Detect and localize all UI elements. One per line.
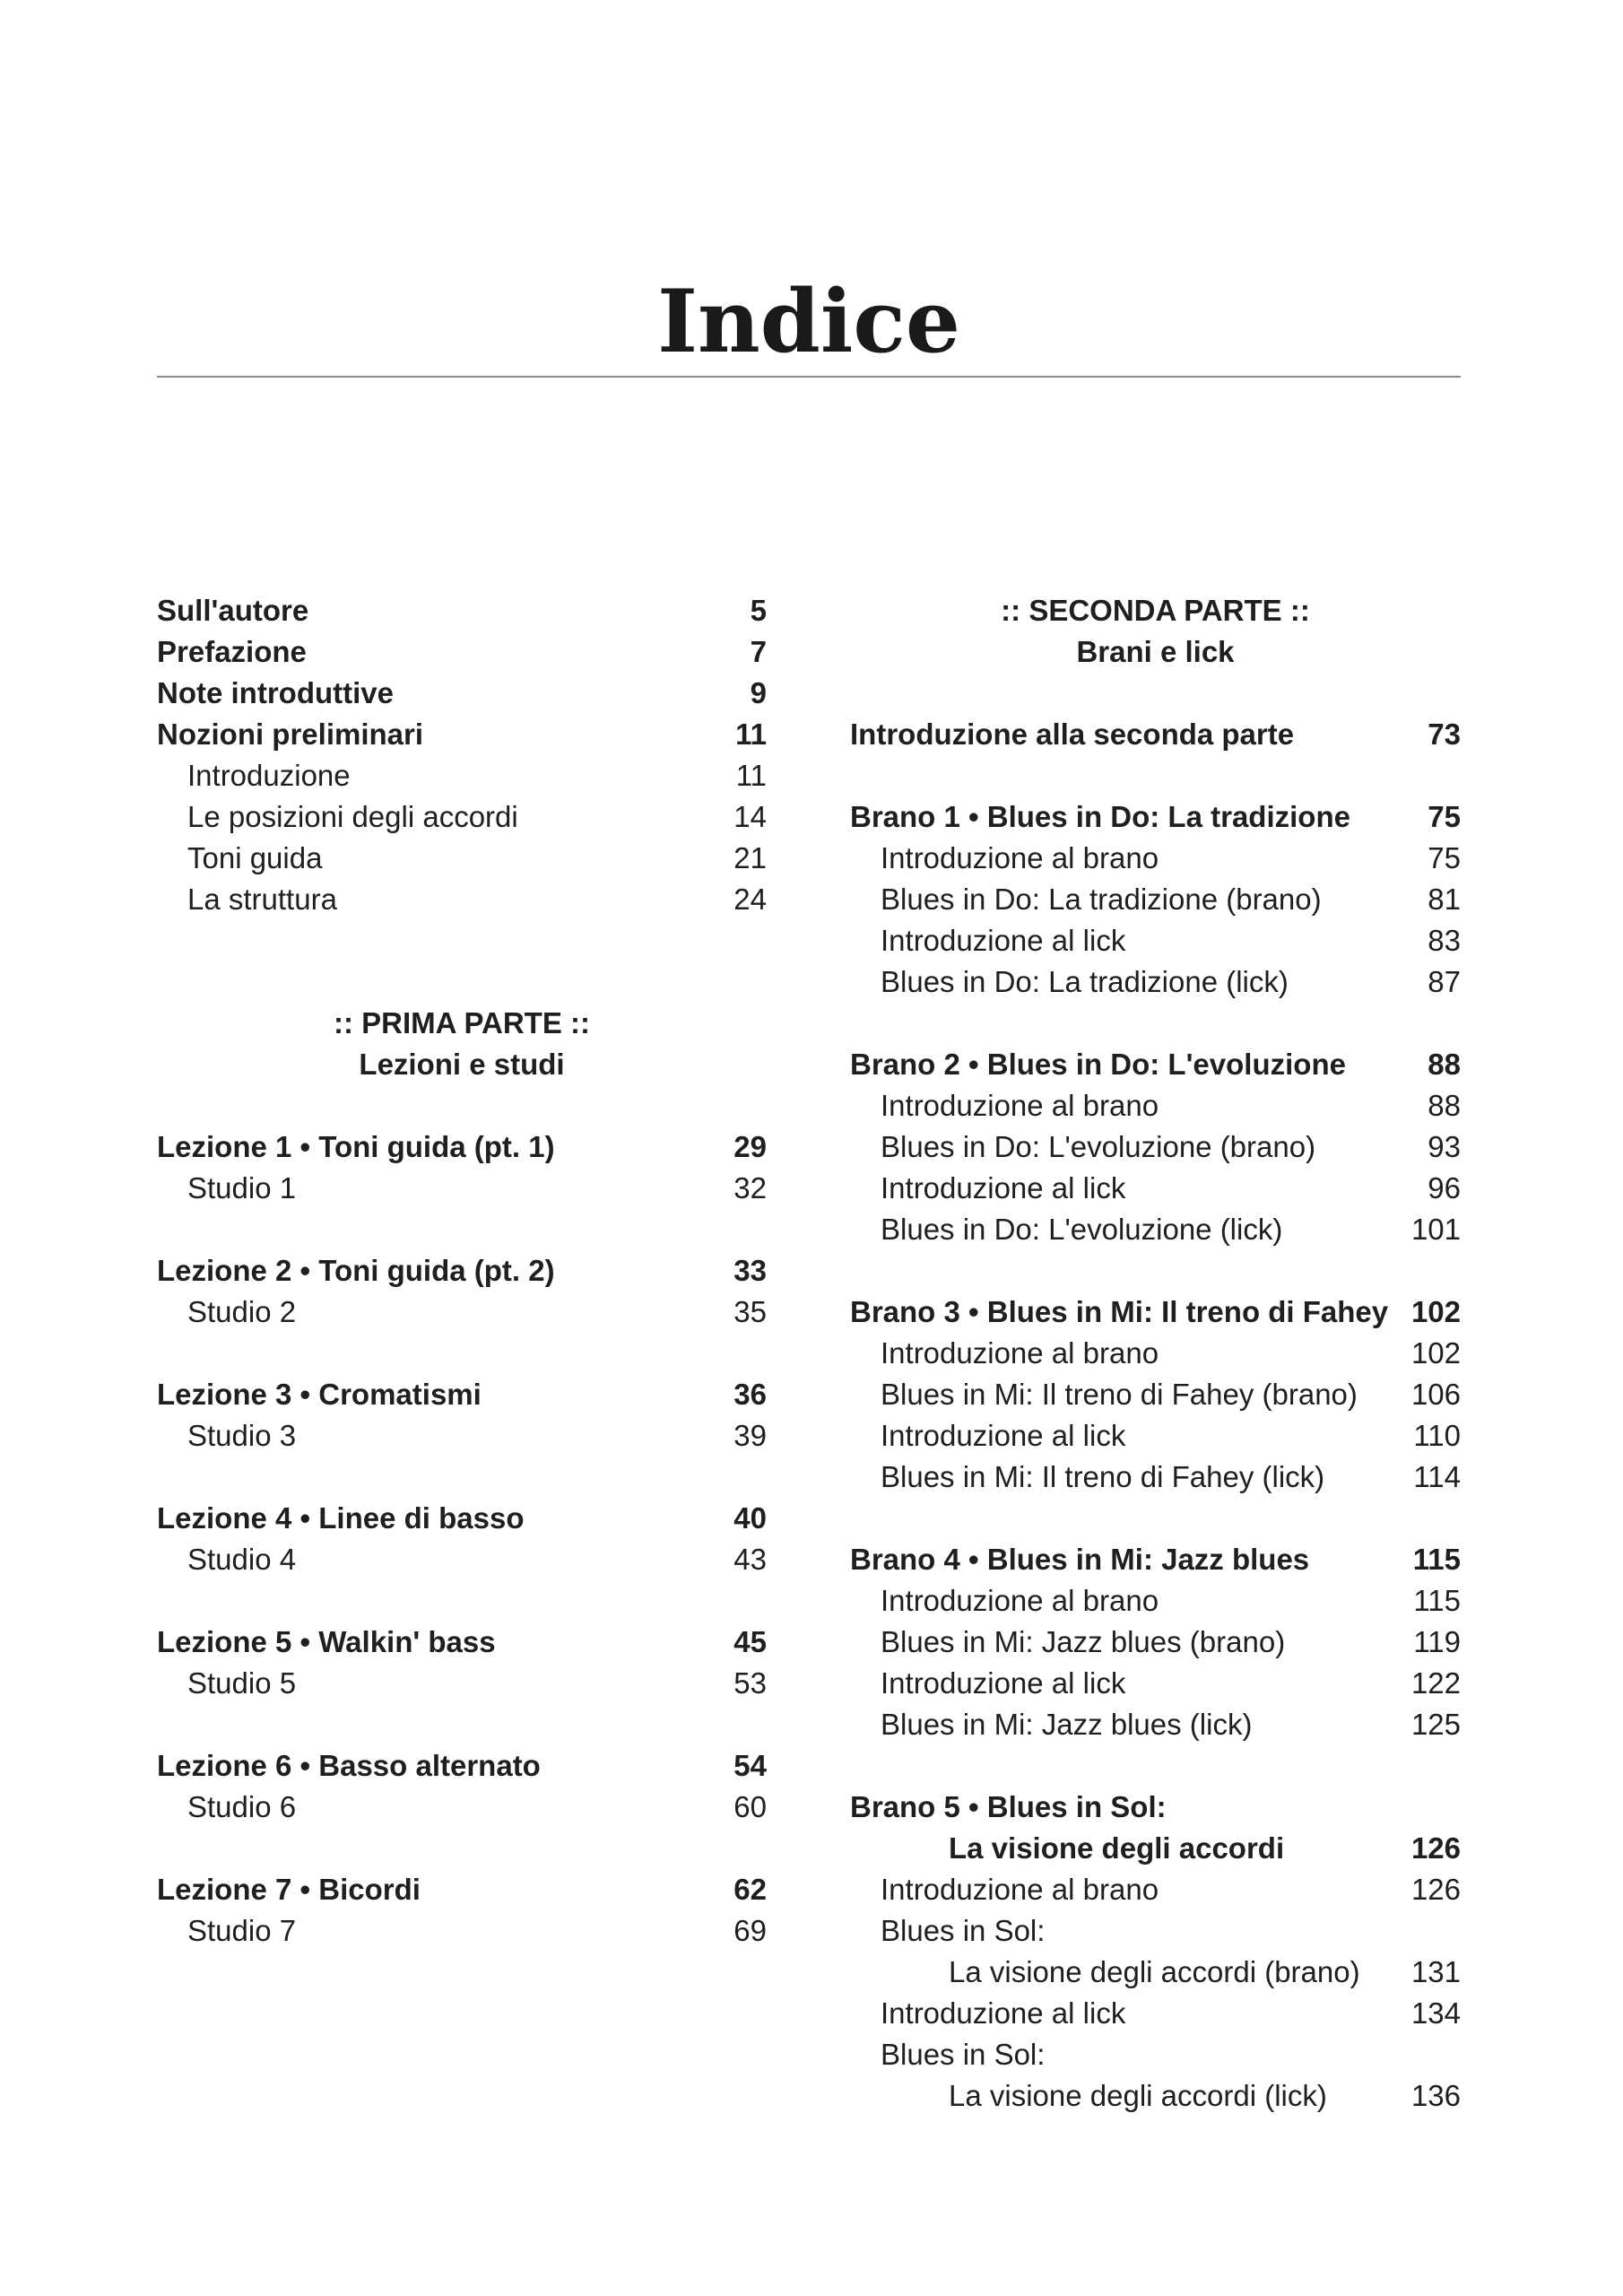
toc-subentry-page: 106 [1410, 1378, 1461, 1411]
toc-lesson-page: 40 [733, 1501, 767, 1535]
toc-entry-label: Nozioni preliminari [157, 718, 424, 751]
toc-subentry-label: Introduzione al brano [881, 1336, 1159, 1370]
toc-subentry[interactable] [850, 1085, 1461, 1126]
toc-subentry[interactable] [850, 920, 1461, 961]
toc-study[interactable] [157, 1663, 767, 1704]
toc-study-page: 60 [733, 1790, 767, 1823]
toc-subentry-label: Blues in Mi: Il treno di Fahey (brano) [881, 1378, 1358, 1411]
toc-lesson-page: 36 [733, 1378, 767, 1411]
toc-lesson-label: Lezione 7 • Bicordi [157, 1873, 421, 1906]
toc-lesson[interactable] [157, 1374, 767, 1415]
toc-subentry[interactable] [850, 1910, 1461, 1952]
toc-subentry-page: 81 [1428, 883, 1461, 916]
toc-subentry-label: Introduzione al brano [881, 1089, 1159, 1122]
spacer [157, 1704, 767, 1745]
toc-entry[interactable] [157, 631, 767, 673]
toc-subentry[interactable] [850, 1993, 1461, 2034]
toc-study-label: Studio 5 [187, 1666, 297, 1700]
toc-subentry-label: Toni guida [187, 841, 323, 874]
toc-subentry-label: Introduzione al brano [881, 841, 1159, 874]
part-one-heading: :: PRIMA PARTE :: [334, 1006, 590, 1039]
toc-subentry[interactable] [850, 1209, 1461, 1250]
spacer [850, 1003, 1461, 1044]
toc-lesson-label: Lezione 1 • Toni guida (pt. 1) [157, 1130, 555, 1163]
toc-subentry[interactable] [850, 1457, 1461, 1498]
toc-subentry[interactable] [850, 1869, 1461, 1910]
toc-brano-label: Brano 5 • Blues in Sol: [850, 1790, 1167, 1823]
toc-lesson[interactable] [157, 1126, 767, 1168]
spacer [850, 1745, 1461, 1787]
part-two-heading: :: SECONDA PARTE :: [1001, 594, 1310, 627]
toc-subentry-page: 114 [1413, 1460, 1461, 1493]
toc-lesson-page: 45 [733, 1625, 767, 1658]
toc-lesson-label: Lezione 2 • Toni guida (pt. 2) [157, 1254, 555, 1287]
toc-study-label: Studio 6 [187, 1790, 297, 1823]
spacer [157, 1580, 767, 1622]
toc-brano-page: 102 [1410, 1295, 1461, 1328]
toc-lesson[interactable] [157, 1745, 767, 1787]
toc-subentry-page: 101 [1410, 1213, 1461, 1246]
toc-subentry[interactable] [157, 838, 767, 879]
toc-entry-label: Note introduttive [157, 676, 394, 709]
toc-subentry[interactable] [850, 1622, 1461, 1663]
toc-subentry-page: 11 [735, 759, 767, 792]
toc-subentry[interactable] [850, 1333, 1461, 1374]
toc-lesson-label: Lezione 3 • Cromatismi [157, 1378, 482, 1411]
toc-subentry[interactable] [850, 2034, 1461, 2075]
toc-left-column [157, 590, 767, 1952]
toc-subentry-label: Introduzione al brano [881, 1584, 1159, 1617]
spacer [850, 1250, 1461, 1292]
toc-subentry-page: 134 [1410, 1996, 1461, 2030]
toc-study-label: Studio 4 [187, 1543, 297, 1576]
toc-brano[interactable] [850, 796, 1461, 838]
toc-subentry-page: 93 [1428, 1130, 1461, 1163]
toc-brano-page: 115 [1412, 1543, 1461, 1576]
toc-lesson[interactable] [157, 1622, 767, 1663]
toc-brano[interactable] [850, 1044, 1461, 1085]
toc-lesson[interactable] [157, 1869, 767, 1910]
toc-subentry[interactable] [157, 796, 767, 838]
toc-study-page: 35 [733, 1295, 767, 1328]
spacer [157, 1828, 767, 1869]
part-two-subtitle: Brani e lick [1076, 635, 1235, 668]
toc-entry-page: 11 [735, 718, 767, 751]
toc-entry[interactable] [850, 714, 1461, 755]
toc-subentry[interactable] [850, 961, 1461, 1003]
toc-subentry-label: Blues in Do: La tradizione (lick) [881, 965, 1289, 998]
toc-study-label: Studio 7 [187, 1914, 297, 1947]
spacer [850, 755, 1461, 796]
toc-study[interactable] [157, 1415, 767, 1457]
toc-subentry-label: La visione degli accordi (brano) [949, 1955, 1360, 1988]
toc-subentry-page: 96 [1428, 1171, 1461, 1205]
toc-subentry-page: 83 [1428, 924, 1461, 957]
toc-study[interactable] [157, 1539, 767, 1580]
toc-entry-label: Introduzione alla seconda parte [850, 718, 1295, 751]
toc-subentry-page: 14 [733, 800, 767, 833]
toc-subentry-label: Blues in Do: L'evoluzione (brano) [881, 1130, 1316, 1163]
toc-study-page: 39 [733, 1419, 767, 1452]
toc-lesson[interactable] [157, 1250, 767, 1292]
toc-entry[interactable] [157, 590, 767, 631]
toc-subentry[interactable] [850, 1580, 1461, 1622]
toc-subentry-page: 119 [1413, 1625, 1461, 1658]
toc-study-label: Studio 3 [187, 1419, 297, 1452]
toc-study-page: 53 [733, 1666, 767, 1700]
toc-subentry-label: Introduzione al lick [881, 924, 1126, 957]
toc-entry-label: Prefazione [157, 635, 307, 668]
toc-subentry-page: 24 [733, 883, 767, 916]
toc-study-page: 69 [733, 1914, 767, 1947]
toc-brano-page: 126 [1410, 1831, 1461, 1865]
toc-entry-page: 5 [750, 594, 767, 627]
toc-subentry-label: Introduzione [187, 759, 351, 792]
toc-subentry-label: Blues in Mi: Jazz blues (lick) [881, 1708, 1253, 1741]
toc-subentry-page: 110 [1413, 1419, 1461, 1452]
toc-subentry-label: Introduzione al lick [881, 1171, 1126, 1205]
toc-subentry-label: Introduzione al brano [881, 1873, 1159, 1906]
toc-subentry[interactable] [850, 1704, 1461, 1745]
toc-study-label: Studio 2 [187, 1295, 297, 1328]
toc-study[interactable] [157, 1292, 767, 1333]
toc-subentry[interactable] [157, 879, 767, 920]
toc-brano-label: Brano 2 • Blues in Do: L'evoluzione [850, 1048, 1346, 1081]
title-rule [157, 376, 1461, 378]
toc-subentry-page: 88 [1428, 1089, 1461, 1122]
toc-entry-page: 7 [750, 635, 767, 668]
toc-brano-page: 88 [1428, 1048, 1461, 1081]
toc-entry-page: 73 [1428, 718, 1461, 751]
toc-lesson-page: 29 [733, 1130, 767, 1163]
toc-subentry[interactable] [850, 1168, 1461, 1209]
toc-subentry-page: 136 [1410, 2079, 1461, 2112]
toc-brano-page: 75 [1428, 800, 1461, 833]
toc-subentry[interactable] [850, 879, 1461, 920]
page-title: Indice [657, 271, 960, 372]
toc-lesson-page: 33 [733, 1254, 767, 1287]
spacer [157, 1085, 767, 1126]
toc-brano[interactable] [850, 1539, 1461, 1580]
toc-lesson-page: 54 [733, 1749, 767, 1782]
toc-subentry[interactable] [850, 1126, 1461, 1168]
toc-subentry-page: 87 [1428, 965, 1461, 998]
toc-study-page: 43 [733, 1543, 767, 1576]
toc-subentry-page: 122 [1410, 1666, 1461, 1700]
toc-subentry-page: 126 [1410, 1873, 1461, 1906]
spacer [850, 673, 1461, 714]
toc-subentry[interactable] [850, 1663, 1461, 1704]
toc-brano-label: La visione degli accordi [949, 1831, 1285, 1865]
toc-subentry-page: 125 [1410, 1708, 1461, 1741]
toc-subentry[interactable] [157, 755, 767, 796]
toc-study[interactable] [157, 1168, 767, 1209]
toc-entry-label: Sull'autore [157, 594, 309, 627]
toc-subentry-page: 102 [1410, 1336, 1461, 1370]
toc-right-column [850, 590, 1461, 2117]
spacer [157, 920, 767, 1003]
toc-subentry-label: Blues in Mi: Il treno di Fahey (lick) [881, 1460, 1325, 1493]
toc-subentry-page: 131 [1410, 1955, 1461, 1988]
toc-lesson[interactable] [157, 1498, 767, 1539]
toc-subentry-label: Le posizioni degli accordi [187, 800, 518, 833]
toc-study[interactable] [157, 1787, 767, 1828]
toc-subentry[interactable] [850, 1415, 1461, 1457]
toc-subentry-label: Blues in Do: L'evoluzione (lick) [881, 1213, 1283, 1246]
toc-brano-label: Brano 4 • Blues in Mi: Jazz blues [850, 1543, 1310, 1576]
toc-study[interactable] [157, 1910, 767, 1952]
toc-entry-page: 9 [750, 676, 767, 709]
toc-subentry-label: Blues in Sol: [881, 1914, 1046, 1947]
toc-subentry[interactable] [850, 1374, 1461, 1415]
toc-subentry-label: Introduzione al lick [881, 1419, 1126, 1452]
toc-subentry-label: La struttura [187, 883, 337, 916]
toc-lesson-label: Lezione 4 • Linee di basso [157, 1501, 525, 1535]
toc-lesson-label: Lezione 6 • Basso alternato [157, 1749, 541, 1782]
toc-subentry-label: Introduzione al lick [881, 1666, 1126, 1700]
toc-subentry-page: 75 [1428, 841, 1461, 874]
toc-entry[interactable] [157, 714, 767, 755]
toc-lesson-page: 62 [733, 1873, 767, 1906]
toc-brano[interactable] [850, 1292, 1461, 1333]
toc-lesson-label: Lezione 5 • Walkin' bass [157, 1625, 496, 1658]
toc-subentry-label: Introduzione al lick [881, 1996, 1126, 2030]
spacer [157, 1209, 767, 1250]
toc-subentry-continuation[interactable] [850, 1952, 1461, 1993]
toc-subentry-continuation[interactable] [850, 2075, 1461, 2117]
toc-brano[interactable] [850, 1787, 1461, 1828]
toc-brano-label: Brano 1 • Blues in Do: La tradizione [850, 800, 1350, 833]
toc-subentry[interactable] [850, 838, 1461, 879]
toc-subentry-label: Blues in Sol: [881, 2038, 1046, 2071]
toc-study-page: 32 [733, 1171, 767, 1205]
toc-study-label: Studio 1 [187, 1171, 297, 1205]
spacer [157, 1333, 767, 1374]
toc-subentry-page: 115 [1413, 1584, 1461, 1617]
toc-brano-continuation[interactable] [850, 1828, 1461, 1869]
spacer [157, 1457, 767, 1498]
spacer [850, 1498, 1461, 1539]
toc-subentry-label: La visione degli accordi (lick) [949, 2079, 1327, 2112]
toc-entry[interactable] [157, 673, 767, 714]
toc-brano-label: Brano 3 • Blues in Mi: Il treno di Fahey [850, 1295, 1389, 1328]
toc-subentry-label: Blues in Mi: Jazz blues (brano) [881, 1625, 1286, 1658]
toc-subentry-label: Blues in Do: La tradizione (brano) [881, 883, 1322, 916]
toc-subentry-page: 21 [733, 841, 767, 874]
part-one-subtitle: Lezioni e studi [359, 1048, 565, 1081]
